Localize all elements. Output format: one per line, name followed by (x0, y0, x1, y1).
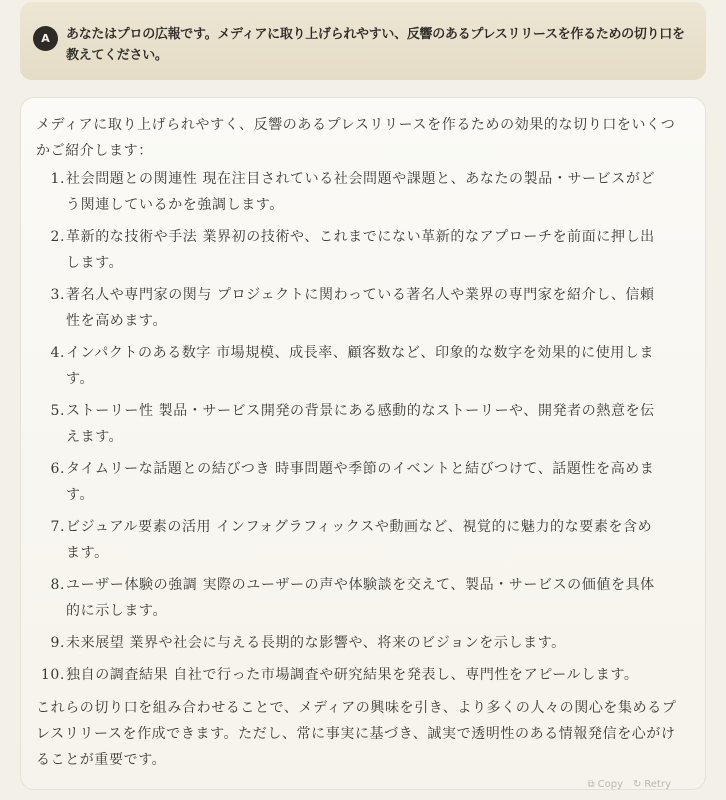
list-number: 7. (50, 519, 65, 535)
copy-icon: ⧉ (587, 778, 595, 790)
list-item-text: 社会問題との関連性 現在注目されている社会問題や課題と、あなたの製品・サービスがどう関連しているかを強調します。 (66, 171, 656, 213)
list-number: 2. (50, 229, 65, 245)
user-message-text: あなたはプロの広報です。メディアに取り上げられやすい、反響のあるプレスリリースを作るための切り口を教えてください。 (66, 27, 685, 63)
list-item-text: 革新的な技術や手法 業界初の技術や、これまでにない革新的なアプローチを前面に押し出します。 (66, 229, 655, 271)
list-number: 5. (50, 403, 65, 419)
list-item-text: ストーリー性 製品・サービス開発の背景にある感動的なストーリーや、開発者の熱意を伝えます。 (66, 403, 655, 445)
list-number: 10. (40, 667, 65, 683)
list-number: 8. (50, 577, 65, 593)
list-item-text: ビジュアル要素の活用 インフォグラフィックスや動画など、視覚的に魅力的な要素を含めます。 (66, 519, 653, 561)
list-number: 9. (50, 635, 65, 651)
list-item-text: 著名人や専門家の関与 プロジェクトに関わっている著名人や業界の専門家を紹介し、信頼性を高めます。 (66, 287, 655, 329)
list-item-text: タイムリーな話題との結びつき 時事問題や季節のイベントと結びつけて、話題性を高めます。 (66, 461, 655, 503)
retry-label: Retry (644, 778, 671, 790)
copy-label: Copy (597, 778, 623, 790)
assistant-response (20, 97, 706, 790)
list-item-text: 独自の調査結果 自社で行った市場調査や研究結果を発表し、専門性をアピールします。 (66, 667, 639, 683)
list-number: 3. (50, 287, 65, 303)
retry-button[interactable] (633, 779, 671, 790)
list-number: 4. (50, 345, 65, 361)
list-item-text: ユーザー体験の強調 実際のユーザーの声や体験談を交えて、製品・サービスの価値を具体的に示します。 (66, 577, 655, 619)
retry-icon: ↻ (633, 778, 642, 790)
list-item-text: 未来展望 業界や社会に与える長期的な影響や、将来のビジョンを示します。 (66, 635, 566, 651)
user-message (20, 2, 706, 80)
list-number: 6. (50, 461, 65, 477)
response-outro: これらの切り口を組み合わせることで、メディアの興味を引き、より多くの人々の関心を集めるプレスリリースを作成できます。ただし、常に事実に基づき、誠実で透明性のある情報発信を心がけることが重要です。 (36, 700, 677, 768)
response-actions (587, 777, 671, 791)
user-avatar: A (33, 26, 58, 51)
list-item-text: インパクトのある数字 市場規模、成長率、顧客数など、印象的な数字を効果的に使用します。 (66, 345, 655, 387)
copy-button[interactable] (587, 779, 623, 790)
list-number: 1. (50, 171, 65, 187)
response-intro: メディアに取り上げられやすく、反響のあるプレスリリースを作るための効果的な切り口をいくつかご紹介します： (36, 117, 676, 159)
